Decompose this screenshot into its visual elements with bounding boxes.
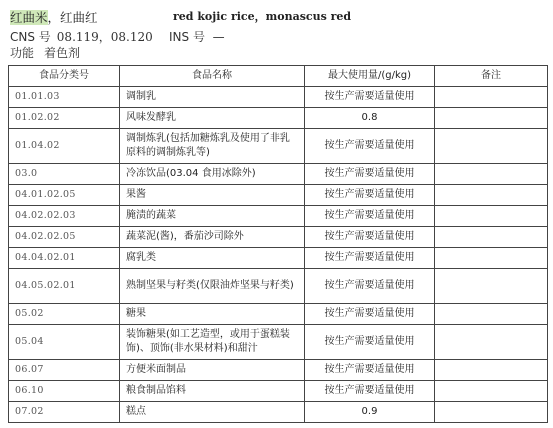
table-row (9, 325, 548, 360)
max-usage: 按生产需要适量使用 (305, 360, 435, 381)
table-row (9, 87, 548, 108)
ins-group (169, 28, 225, 45)
remarks (435, 87, 548, 108)
food-name: 腌渍的蔬菜 (120, 206, 305, 227)
food-name: 蔬菜泥(酱)，番茄沙司除外 (120, 227, 305, 248)
cns-value: 08.119，08.120 (56, 30, 153, 44)
food-name: 腐乳类 (120, 248, 305, 269)
remarks (435, 381, 548, 402)
food-name: 调制炼乳(包括加糖炼乳及使用了非乳原料的调制炼乳等) (120, 129, 305, 164)
remarks (435, 325, 548, 360)
remarks (435, 227, 548, 248)
ins-value: — (212, 30, 225, 44)
food-category-code: 03.0 (9, 164, 120, 185)
food-category-code: 04.01.02.05 (9, 185, 120, 206)
food-category-code: 04.02.02.03 (9, 206, 120, 227)
food-name: 方便米面制品 (120, 360, 305, 381)
table-row (9, 206, 548, 227)
remarks (435, 129, 548, 164)
remarks (435, 164, 548, 185)
food-name: 粮食制品馅料 (120, 381, 305, 402)
max-usage: 按生产需要适量使用 (305, 164, 435, 185)
remarks (435, 206, 548, 227)
ins-label: INS 号 (169, 30, 205, 44)
table-row (9, 185, 548, 206)
food-category-code: 01.02.02 (9, 108, 120, 129)
max-usage: 按生产需要适量使用 (305, 269, 435, 304)
function-label: 功能 (10, 46, 35, 60)
table-row (9, 304, 548, 325)
id-numbers-line (10, 28, 225, 45)
max-usage: 按生产需要适量使用 (305, 206, 435, 227)
max-usage: 按生产需要适量使用 (305, 381, 435, 402)
max-usage: 0.8 (305, 108, 435, 129)
max-usage: 按生产需要适量使用 (305, 304, 435, 325)
food-name: 调制乳 (120, 87, 305, 108)
table-row (9, 227, 548, 248)
cns-label: CNS 号 (10, 30, 51, 44)
additive-name-cn-highlight: 红曲米 (10, 10, 48, 25)
max-usage: 按生产需要适量使用 (305, 325, 435, 360)
table-row (9, 108, 548, 129)
table-row (9, 402, 548, 423)
max-usage: 按生产需要适量使用 (305, 185, 435, 206)
food-category-code: 06.07 (9, 360, 120, 381)
food-category-code: 05.04 (9, 325, 120, 360)
food-name: 糖果 (120, 304, 305, 325)
function-value: 着色剂 (44, 46, 81, 60)
column-header-code: 食品分类号 (9, 66, 120, 87)
food-category-code: 06.10 (9, 381, 120, 402)
table-row (9, 129, 548, 164)
remarks (435, 248, 548, 269)
additive-name-cn-rest: ，红曲红 (47, 10, 98, 25)
max-usage: 0.9 (305, 402, 435, 423)
food-name: 熟制坚果与籽类(仅限油炸坚果与籽类) (120, 269, 305, 304)
table-header-row (9, 66, 548, 87)
table-row (9, 381, 548, 402)
remarks (435, 108, 548, 129)
max-usage: 按生产需要适量使用 (305, 248, 435, 269)
column-header-name: 食品名称 (120, 66, 305, 87)
food-name: 糕点 (120, 402, 305, 423)
max-usage: 按生产需要适量使用 (305, 227, 435, 248)
food-name: 冷冻饮品(03.04 食用冰除外) (120, 164, 305, 185)
additive-name-en: red kojic rice，monascus red (173, 10, 352, 23)
food-category-code: 01.04.02 (9, 129, 120, 164)
table-row (9, 248, 548, 269)
usage-table (8, 65, 548, 423)
remarks (435, 185, 548, 206)
remarks (435, 402, 548, 423)
remarks (435, 269, 548, 304)
table-row (9, 360, 548, 381)
table-row (9, 269, 548, 304)
table-row (9, 164, 548, 185)
column-header-max-usage: 最大使用量/(g/kg) (305, 66, 435, 87)
food-category-code: 01.01.03 (9, 87, 120, 108)
food-name: 风味发酵乳 (120, 108, 305, 129)
food-category-code: 07.02 (9, 402, 120, 423)
food-category-code: 05.02 (9, 304, 120, 325)
max-usage: 按生产需要适量使用 (305, 87, 435, 108)
food-name: 装饰糖果(如工艺造型，或用于蛋糕装饰)、顶饰(非水果材料)和甜汁 (120, 325, 305, 360)
food-category-code: 04.05.02.01 (9, 269, 120, 304)
food-category-code: 04.04.02.01 (9, 248, 120, 269)
column-header-remarks: 备注 (435, 66, 548, 87)
additive-name-line (10, 8, 352, 26)
remarks (435, 360, 548, 381)
document-header (0, 0, 553, 64)
food-category-code: 04.02.02.05 (9, 227, 120, 248)
remarks (435, 304, 548, 325)
max-usage: 按生产需要适量使用 (305, 129, 435, 164)
function-line (10, 44, 80, 61)
food-name: 果酱 (120, 185, 305, 206)
